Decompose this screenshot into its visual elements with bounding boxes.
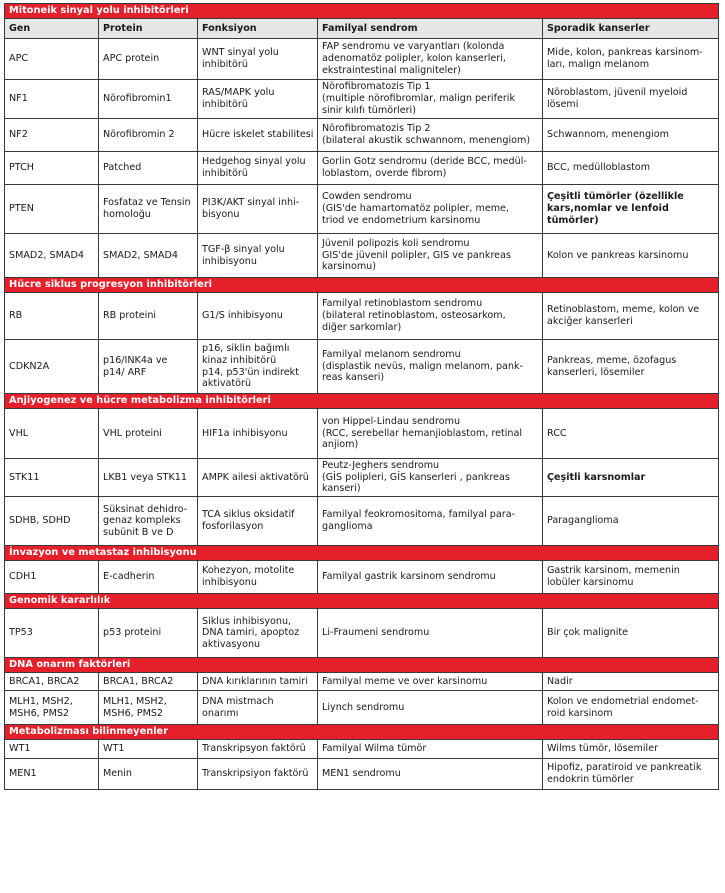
protein-cell — [99, 691, 198, 725]
function-cell-line: onarımı — [202, 707, 239, 719]
function-cell-line: kinaz inhibitörü — [202, 354, 277, 366]
familial-syndrome-cell — [318, 293, 543, 340]
function-cell — [198, 152, 318, 185]
protein-cell — [99, 409, 198, 459]
table-row — [5, 609, 719, 658]
gene-cell — [5, 185, 99, 234]
protein-cell — [99, 152, 198, 185]
table-row — [5, 80, 719, 119]
gene-cell-line: SMAD2, SMAD4 — [9, 249, 84, 261]
gene-cell — [5, 561, 99, 594]
protein-cell-line: LKB1 veya STK11 — [103, 471, 188, 483]
familial-syndrome-cell-line: adenomatöz polipler, kolon kanserleri, — [322, 53, 506, 65]
sporadic-cancer-cell — [543, 39, 719, 80]
function-cell-line: inhibisyonu — [202, 255, 257, 267]
protein-cell-line: SMAD2, SMAD4 — [103, 249, 178, 261]
familial-syndrome-cell-line: Peutz-Jeghers sendromu — [322, 460, 440, 471]
familial-syndrome-cell-line: (displastik nevüs, malign melanom, pank- — [322, 360, 524, 372]
protein-cell-line: Nörofibromin1 — [103, 93, 172, 105]
gene-cell — [5, 691, 99, 725]
function-cell — [198, 609, 318, 658]
function-cell-line: aktivasyonu — [202, 638, 261, 650]
sporadic-cancer-cell-line: lobüler karsinomu — [547, 577, 634, 589]
protein-cell-line: APC protein — [103, 53, 160, 65]
familial-syndrome-cell — [318, 740, 543, 759]
familial-syndrome-cell-line: Familyal retinoblastom sendromu — [322, 298, 483, 310]
protein-cell — [99, 340, 198, 394]
familial-syndrome-cell-line: Cowden sendromu — [322, 191, 412, 203]
protein-cell-line: Patched — [103, 162, 142, 174]
familial-syndrome-cell-line: Familyal melanom sendromu — [322, 348, 461, 360]
protein-cell-line: p53 proteini — [103, 627, 162, 639]
function-cell-line: G1/S inhibisyonu — [202, 310, 283, 322]
sporadic-cancer-cell-line: lösemi — [547, 99, 579, 110]
section-header-row — [5, 4, 719, 19]
familial-syndrome-cell — [318, 234, 543, 278]
sporadic-cancer-cell — [543, 561, 719, 594]
function-cell-line: Transkripsyon faktörü — [202, 743, 306, 755]
table-row — [5, 497, 719, 546]
sporadic-cancer-cell-line: Paraganglioma — [547, 515, 619, 527]
sporadic-cancer-cell-line: kanserleri, lösemiler — [547, 366, 645, 378]
familial-syndrome-cell-line: reas kanseri) — [322, 372, 385, 384]
gene-cell — [5, 409, 99, 459]
function-cell — [198, 119, 318, 152]
protein-cell-line: homoloğu — [103, 209, 151, 220]
familial-syndrome-cell-line: Familyal gastrik karsinom sendromu — [322, 571, 496, 583]
familial-syndrome-cell-line: Nörofibromatozis Tip 2 — [322, 123, 431, 135]
section-header-row — [5, 546, 719, 561]
sporadic-cancer-cell-line: Çeşitli karsnomlar — [547, 471, 646, 483]
table-row — [5, 409, 719, 459]
function-cell-line: AMPK ailesi aktivatörü — [202, 471, 309, 483]
protein-cell-line: MSH6, PMS2 — [103, 707, 164, 719]
protein-cell — [99, 497, 198, 546]
protein-cell-line: RB proteini — [103, 310, 157, 322]
protein-cell-line: Fosfataz ve Tensin — [103, 197, 191, 209]
familial-syndrome-cell-line: karsinomu) — [322, 261, 376, 273]
gene-cell-line: APC — [9, 53, 29, 65]
sporadic-cancer-cell — [543, 119, 719, 152]
function-cell-line: TCA siklus oksidatif — [202, 509, 295, 521]
table-row — [5, 152, 719, 185]
section-title: DNA onarım faktörleri — [5, 658, 719, 673]
table-row — [5, 691, 719, 725]
sporadic-cancer-cell-line: RCC — [547, 427, 567, 439]
header-protein: Protein — [99, 19, 198, 39]
function-cell — [198, 80, 318, 119]
function-cell — [198, 673, 318, 691]
function-cell — [198, 740, 318, 759]
gene-cell-line: CDKN2A — [9, 360, 50, 372]
protein-cell-line: Süksinat dehidro- — [103, 503, 188, 515]
protein-cell-line: subünit B ve D — [103, 526, 174, 538]
gene-cell-line: NF1 — [9, 93, 28, 105]
table-row — [5, 234, 719, 278]
gene-table — [4, 3, 719, 790]
function-cell-line: Hücre iskelet stabilitesi — [202, 129, 314, 141]
sporadic-cancer-cell — [543, 497, 719, 546]
function-cell-line: Hedgehog sinyal yolu — [202, 156, 306, 168]
function-cell-line: aktivatörü — [202, 378, 252, 390]
sporadic-cancer-cell-line: Gastrik karsinom, memenin — [547, 565, 680, 577]
gene-cell-line: VHL — [9, 427, 29, 439]
familial-syndrome-cell — [318, 673, 543, 691]
protein-cell-line: BRCA1, BRCA2 — [103, 675, 174, 687]
function-cell — [198, 497, 318, 546]
familial-syndrome-cell-line: MEN1 sendromu — [322, 768, 401, 780]
familial-syndrome-cell — [318, 185, 543, 234]
gene-cell — [5, 293, 99, 340]
sporadic-cancer-cell — [543, 340, 719, 394]
sporadic-cancer-cell — [543, 152, 719, 185]
gene-cell-line: STK11 — [9, 471, 40, 483]
protein-cell-line: WT1 — [103, 743, 125, 755]
sporadic-cancer-cell-line: roid karsinom — [547, 707, 613, 719]
sporadic-cancer-cell — [543, 234, 719, 278]
function-cell-line: inhibitörü — [202, 99, 248, 110]
section-title: İnvazyon ve metastaz inhibisyonu — [5, 546, 719, 561]
familial-syndrome-cell — [318, 459, 543, 497]
function-cell-line: DNA tamiri, apoptoz — [202, 627, 300, 639]
function-cell-line: DNA kırıklarının tamiri — [202, 675, 308, 687]
familial-syndrome-cell — [318, 609, 543, 658]
protein-cell-line: VHL proteini — [103, 427, 162, 439]
section-title: Hücre siklus progresyon inhibitörleri — [5, 278, 719, 293]
familial-syndrome-cell-line: (GIS'de hamartomatöz polipler, meme, — [322, 203, 510, 215]
familial-syndrome-cell-line: (GİS polipleri, GİS kanserleri , pankreas — [322, 471, 510, 483]
gene-cell-line: PTCH — [9, 162, 34, 174]
table-row — [5, 740, 719, 759]
familial-syndrome-cell-line: Familyal feokromositoma, familyal para- — [322, 509, 516, 521]
function-cell-line: bisyonu — [202, 209, 240, 220]
familial-syndrome-cell-line: Familyal meme ve over karsinomu — [322, 675, 488, 687]
function-cell-line: RAS/MAPK yolu — [202, 87, 275, 99]
gene-cell — [5, 497, 99, 546]
gene-cell-line: TP53 — [9, 627, 33, 639]
function-cell-line: inhibitörü — [202, 59, 248, 70]
sporadic-cancer-cell — [543, 80, 719, 119]
protein-cell-line: MLH1, MSH2, — [103, 695, 167, 707]
gene-cell — [5, 340, 99, 394]
sporadic-cancer-cell — [543, 293, 719, 340]
sporadic-cancer-cell-line: Mide, kolon, pankreas karsinom- — [547, 47, 703, 59]
familial-syndrome-cell — [318, 691, 543, 725]
gene-cell — [5, 459, 99, 497]
function-cell-line: TGF-β sinyal yolu — [202, 243, 285, 255]
sporadic-cancer-cell — [543, 673, 719, 691]
table-row — [5, 39, 719, 80]
header-gen: Gen — [5, 19, 99, 39]
familial-syndrome-cell-line: GIS'de jüvenil polipler, GIS ve pankreas — [322, 249, 511, 261]
function-cell — [198, 691, 318, 725]
gene-cell-line: PTEN — [9, 203, 34, 215]
function-cell — [198, 39, 318, 80]
familial-syndrome-cell — [318, 497, 543, 546]
gene-cell-line: MLH1, MSH2, — [9, 695, 73, 707]
sporadic-cancer-cell-line: endokrin tümörler — [547, 774, 634, 786]
section-header-row — [5, 394, 719, 409]
familial-syndrome-cell — [318, 561, 543, 594]
sporadic-cancer-cell — [543, 609, 719, 658]
familial-syndrome-cell-line: (RCC, serebellar hemanjioblastom, retinal — [322, 427, 523, 439]
sporadic-cancer-cell-line: Pankreas, meme, özofagus — [547, 354, 677, 366]
function-cell — [198, 759, 318, 790]
sporadic-cancer-cell — [543, 759, 719, 790]
table-row — [5, 759, 719, 790]
gene-cell — [5, 119, 99, 152]
familial-syndrome-cell-line: Gorlin Gotz sendromu (deride BCC, medül- — [322, 156, 527, 168]
familial-syndrome-cell-line: triod ve endometrium karsinomu — [322, 214, 481, 226]
sporadic-cancer-cell-line: BCC, medülloblastom — [547, 162, 651, 174]
gene-table-body — [5, 4, 719, 790]
sporadic-cancer-cell-line: kars,nomlar ve lenfoid — [547, 203, 669, 215]
section-header-row — [5, 278, 719, 293]
sporadic-cancer-cell — [543, 740, 719, 759]
table-row — [5, 340, 719, 394]
gene-cell — [5, 759, 99, 790]
function-cell — [198, 185, 318, 234]
familial-syndrome-cell-line: (multiple nörofibromlar, malign periferik — [322, 93, 516, 105]
sporadic-cancer-cell-line: Çeşitli tümörler (özellikle — [547, 191, 684, 203]
table-row — [5, 561, 719, 594]
familial-syndrome-cell — [318, 119, 543, 152]
protein-cell-line: p16/INK4a ve — [103, 354, 168, 366]
protein-cell-line: E-cadherin — [103, 571, 155, 583]
familial-syndrome-cell — [318, 152, 543, 185]
function-cell — [198, 234, 318, 278]
function-cell — [198, 459, 318, 497]
table-row — [5, 673, 719, 691]
familial-syndrome-cell-line: ekstraintestinal maligniteler) — [322, 64, 461, 76]
protein-cell — [99, 80, 198, 119]
function-cell-line: DNA mistmach — [202, 695, 274, 707]
function-cell-line: Transkripsiyon faktörü — [202, 768, 309, 780]
gene-cell — [5, 80, 99, 119]
familial-syndrome-cell-line: Liynch sendromu — [322, 701, 405, 713]
protein-cell — [99, 561, 198, 594]
function-cell-line: p14, p53'ün indirekt — [202, 366, 299, 378]
header-fonksiyon: Fonksiyon — [198, 19, 318, 39]
protein-cell — [99, 293, 198, 340]
sporadic-cancer-cell-line: Nadir — [547, 675, 573, 687]
familial-syndrome-cell-line: FAP sendromu ve varyantları (kolonda — [322, 41, 505, 53]
gene-cell — [5, 39, 99, 80]
familial-syndrome-cell-line: (bilateral retinoblastom, osteosarkom, — [322, 310, 506, 322]
sporadic-cancer-cell-line: ları, malign melanom — [547, 59, 650, 70]
familial-syndrome-cell-line: von Hippel-Lindau sendromu — [322, 415, 461, 427]
table-row — [5, 119, 719, 152]
familial-syndrome-cell-line: Jüvenil polipozis koli sendromu — [322, 237, 470, 249]
header-sporadik-kanserler: Sporadik kanserler — [543, 19, 719, 39]
protein-cell — [99, 459, 198, 497]
familial-syndrome-cell — [318, 409, 543, 459]
gene-cell-line: RB — [9, 310, 23, 322]
protein-cell-line: genaz kompleks — [103, 515, 181, 527]
familial-syndrome-cell-line: sinir kılıfı tümörleri) — [322, 104, 416, 116]
function-cell-line: p16, siklin bağımlı — [202, 343, 290, 355]
protein-cell-line: p14/ ARF — [103, 366, 147, 378]
gene-cell-line: SDHB, SDHD — [9, 515, 71, 527]
familial-syndrome-cell-line: anjiom) — [322, 439, 359, 451]
familial-syndrome-cell — [318, 39, 543, 80]
header-familyal-sendrom: Familyal sendrom — [318, 19, 543, 39]
gene-cell-line: BRCA1, BRCA2 — [9, 675, 80, 687]
sporadic-cancer-cell — [543, 409, 719, 459]
table-row — [5, 293, 719, 340]
sporadic-cancer-cell-line: Kolon ve pankreas karsinomu — [547, 249, 689, 261]
section-header-row — [5, 725, 719, 740]
column-header-row — [5, 19, 719, 39]
protein-cell — [99, 759, 198, 790]
familial-syndrome-cell — [318, 340, 543, 394]
gene-cell-line: NF2 — [9, 129, 28, 141]
section-title: Metabolizması bilinmeyenler — [5, 725, 719, 740]
sporadic-cancer-cell — [543, 691, 719, 725]
sporadic-cancer-cell-line: Wilms tümör, lösemiler — [547, 743, 659, 755]
gene-cell-line: MSH6, PMS2 — [9, 707, 70, 719]
gene-cell — [5, 152, 99, 185]
protein-cell-line: Nörofibromin 2 — [103, 129, 175, 141]
protein-cell — [99, 39, 198, 80]
familial-syndrome-cell-line: Familyal Wilma tümör — [322, 743, 427, 755]
sporadic-cancer-cell-line: akciğer kanserleri — [547, 316, 633, 327]
function-cell-line: PI3K/AKT sinyal inhi- — [202, 197, 300, 209]
gene-cell-line: CDH1 — [9, 571, 37, 583]
gene-cell — [5, 740, 99, 759]
function-cell — [198, 293, 318, 340]
familial-syndrome-cell — [318, 80, 543, 119]
gene-cell-line: MEN1 — [9, 768, 37, 780]
function-cell — [198, 561, 318, 594]
familial-syndrome-cell-line: diğer sarkomlar) — [322, 321, 402, 333]
sporadic-cancer-cell-line: Hipofiz, paratiroid ve pankreatik — [547, 762, 702, 774]
section-title: Genomik kararlılık — [5, 594, 719, 609]
section-header-row — [5, 658, 719, 673]
protein-cell — [99, 673, 198, 691]
function-cell-line: inhibitörü — [202, 168, 248, 179]
function-cell — [198, 409, 318, 459]
protein-cell — [99, 609, 198, 658]
familial-syndrome-cell-line: Li-Fraumeni sendromu — [322, 627, 430, 639]
sporadic-cancer-cell-line: Retinoblastom, meme, kolon ve — [547, 304, 700, 316]
function-cell-line: fosforilasyon — [202, 521, 264, 533]
protein-cell — [99, 185, 198, 234]
familial-syndrome-cell-line: ganglioma — [322, 521, 373, 533]
familial-syndrome-cell-line: Nörofibromatozis Tip 1 — [322, 81, 431, 93]
sporadic-cancer-cell-line: Nöroblastom, jüvenil myeloid — [547, 87, 688, 99]
sporadic-cancer-cell-line: tümörler) — [547, 214, 599, 226]
gene-cell — [5, 234, 99, 278]
sporadic-cancer-cell-line: Schwannom, menengiom — [547, 129, 669, 141]
familial-syndrome-cell-line: kanseri) — [322, 483, 361, 495]
protein-cell — [99, 119, 198, 152]
sporadic-cancer-cell-line: Kolon ve endometrial endomet- — [547, 695, 699, 707]
function-cell-line: inhibisyonu — [202, 577, 257, 589]
sporadic-cancer-cell — [543, 459, 719, 497]
section-header-row — [5, 594, 719, 609]
gene-cell — [5, 609, 99, 658]
familial-syndrome-cell — [318, 759, 543, 790]
sporadic-cancer-cell — [543, 185, 719, 234]
familial-syndrome-cell-line: loblastom, overde fibrom) — [322, 168, 447, 179]
table-row — [5, 459, 719, 497]
familial-syndrome-cell-line: (bilateral akustik schwannom, menengiom) — [322, 135, 531, 146]
function-cell-line: HIF1a inhibisyonu — [202, 427, 288, 439]
function-cell-line: WNT sinyal yolu — [202, 47, 279, 59]
section-title: Mitoneik sinyal yolu inhibitörleri — [5, 4, 719, 19]
gene-cell-line: WT1 — [9, 743, 31, 755]
section-title: Anjiyogenez ve hücre metabolizma inhibitörleri — [5, 394, 719, 409]
protein-cell — [99, 740, 198, 759]
sporadic-cancer-cell-line: Bir çok malignite — [547, 627, 629, 639]
function-cell-line: Siklus inhibisyonu, — [202, 615, 292, 627]
protein-cell — [99, 234, 198, 278]
protein-cell-line: Menin — [103, 768, 133, 780]
function-cell-line: Kohezyon, motolite — [202, 565, 295, 577]
gene-cell — [5, 673, 99, 691]
table-row — [5, 185, 719, 234]
function-cell — [198, 340, 318, 394]
